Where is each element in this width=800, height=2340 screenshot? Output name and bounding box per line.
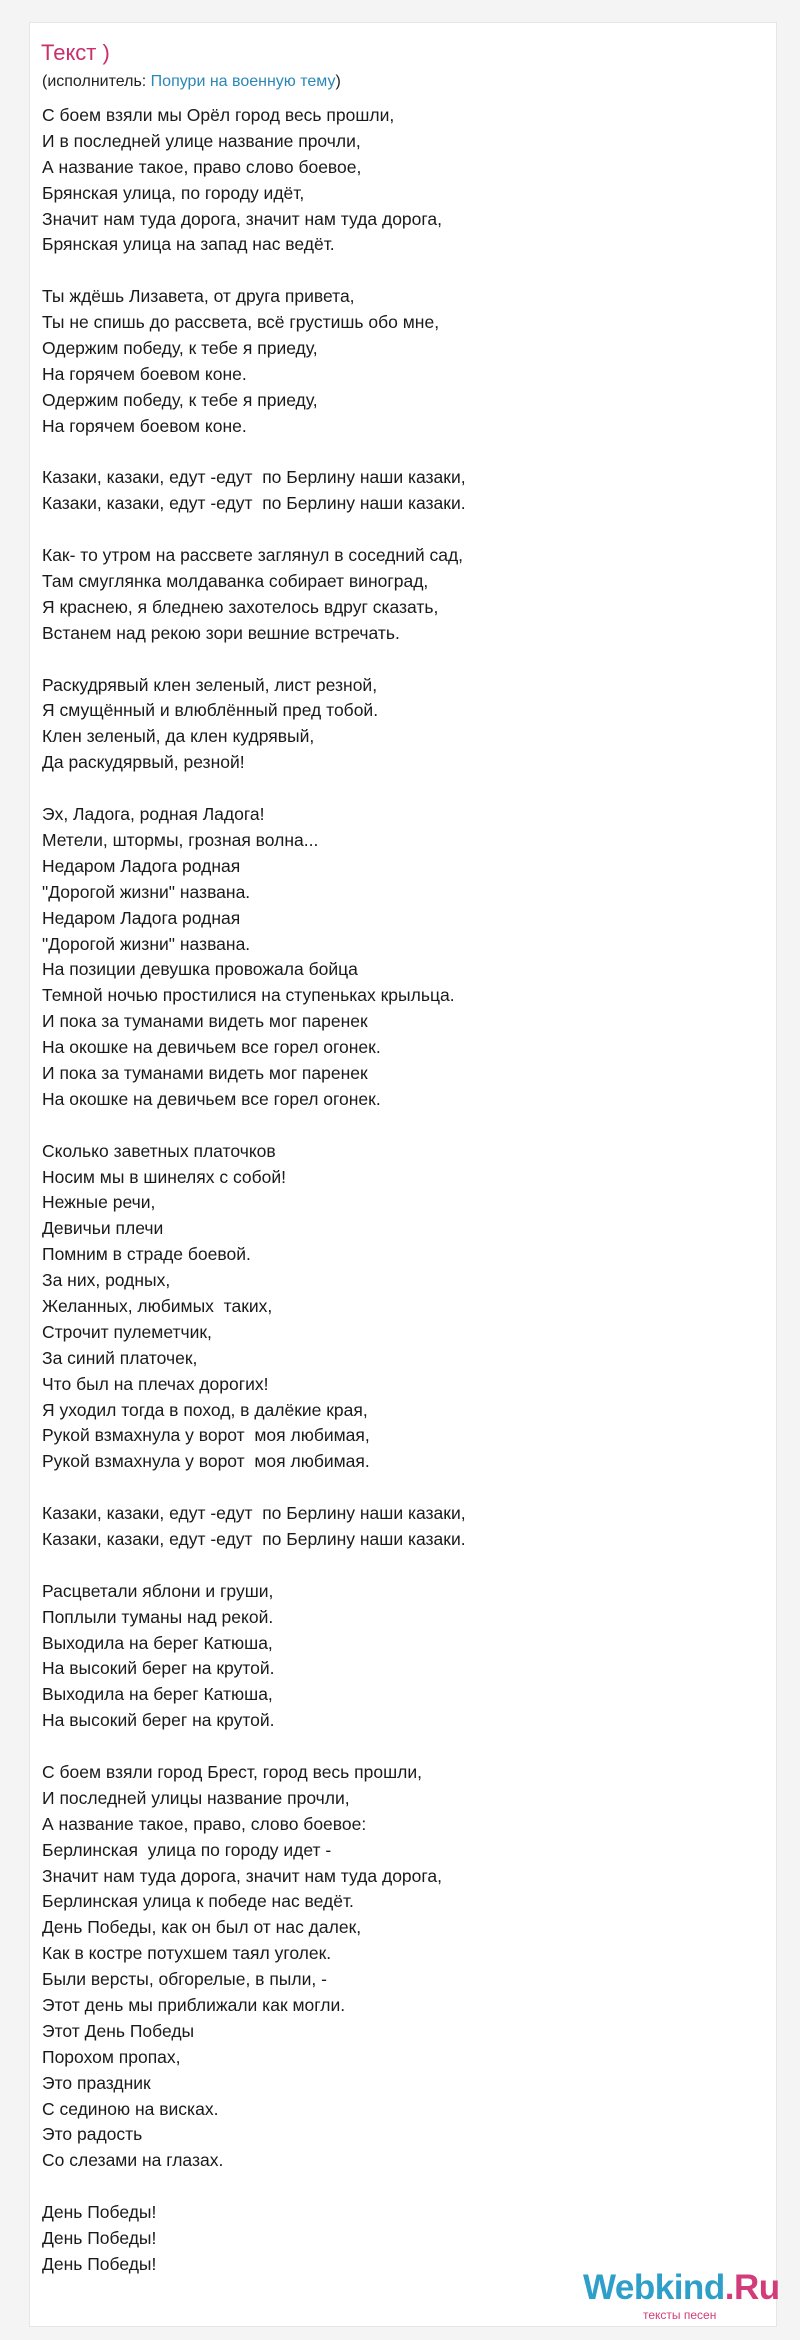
lyrics-line: Расцветали яблони и груши, — [42, 1580, 274, 1601]
lyrics-blank-line — [42, 776, 742, 802]
logo-tagline: тексты песен — [643, 2308, 717, 2322]
lyrics-line: Брянская улица, по городу идёт, — [42, 182, 305, 203]
lyrics-line: Одержим победу, к тебе я приеду, — [42, 338, 318, 359]
lyrics-line: За синий платочек, — [42, 1347, 198, 1368]
lyrics-blank-line — [42, 2174, 742, 2200]
lyrics-line: Берлинская улица к победе нас ведёт. — [42, 1891, 354, 1912]
logo-tld: Ru — [733, 2268, 780, 2307]
lyrics-line: Рукой взмахнула у ворот моя любимая, — [42, 1425, 370, 1446]
lyrics-line: Нежные речи, — [42, 1192, 156, 1213]
lyrics-line: Значит нам туда дорога, значит нам туда дорога, — [42, 208, 442, 229]
lyrics-line: Строчит пулеметчик, — [42, 1321, 212, 1342]
lyrics-line: Порохом пропах, — [42, 2046, 181, 2067]
lyrics-line: И в последней улице название прочли, — [42, 130, 361, 151]
lyrics-blank-line — [42, 517, 742, 543]
artist-line — [42, 72, 341, 92]
lyrics-blank-line — [42, 258, 742, 284]
lyrics-line: Этот День Победы — [42, 2020, 195, 2041]
lyrics-line: С боем взяли город Брест, город весь прошли, — [42, 1762, 422, 1782]
lyrics-line: На окошке на девичьем все горел огонек. — [42, 1088, 381, 1109]
lyrics-line: Казаки, казаки, едут -едут по Берлину наши казаки, — [42, 467, 466, 488]
lyrics-blank-line — [42, 647, 742, 673]
lyrics-line: Поплыли туманы над рекой. — [42, 1606, 274, 1627]
lyrics-line: Рукой взмахнула у ворот моя любимая. — [42, 1451, 370, 1472]
lyrics-line: День Победы! — [42, 2253, 157, 2274]
lyrics-line: Там смуглянка молдаванка собирает виноград, — [42, 571, 429, 592]
lyrics-line: И последней улицы название прочли, — [42, 1787, 350, 1808]
lyrics-line: Желанных, любимых таких, — [42, 1295, 273, 1316]
lyrics-line: А название такое, право, слово боевое: — [42, 1813, 367, 1834]
lyrics-line: Одержим победу, к тебе я приеду, — [42, 389, 318, 410]
lyrics-line: На окошке на девичьем все горел огонек. — [42, 1037, 381, 1058]
lyrics-line: Выходила на берег Катюша, — [42, 1684, 273, 1705]
lyrics-line: День Победы! — [42, 2202, 157, 2223]
lyrics-line: Выходила на берег Катюша, — [42, 1632, 273, 1653]
lyrics-line: Это радость — [42, 2124, 143, 2145]
artist-suffix: ) — [335, 73, 341, 90]
site-logo[interactable] — [583, 2268, 780, 2324]
lyrics-line: Ты ждёшь Лизавета, от друга привета, — [42, 286, 355, 307]
lyrics-line: Значит нам туда дорога, значит нам туда дорога, — [42, 1865, 442, 1886]
lyrics-blank-line — [42, 440, 742, 466]
lyrics-line: Казаки, казаки, едут -едут по Берлину наши казаки. — [42, 493, 466, 514]
lyrics-line: Я краснею, я бледнею захотелось вдруг сказать, — [42, 596, 439, 617]
lyrics-line: Сколько заветных платочков — [42, 1140, 276, 1161]
lyrics-blank-line — [42, 1734, 742, 1760]
logo-wordmark — [583, 2268, 780, 2308]
lyrics-line: Ты не спишь до рассвета, всё грустишь обо мне, — [42, 312, 440, 333]
lyrics-line: За них, родных, — [42, 1270, 171, 1291]
lyrics-line: День Победы, как он был от нас далек, — [42, 1917, 362, 1938]
lyrics-line: Я уходил тогда в поход, в далёкие края, — [42, 1399, 368, 1420]
lyrics-line: И пока за туманами видеть мог паренек — [42, 1011, 368, 1032]
lyrics-line: С боем взяли мы Орёл город весь прошли, — [42, 105, 395, 125]
lyrics-line: Метели, штормы, грозная волна... — [42, 829, 319, 850]
artist-prefix: (исполнитель: — [42, 73, 151, 90]
lyrics-line: Девичьи плечи — [42, 1218, 164, 1239]
lyrics-line: Носим мы в шинелях с собой! — [42, 1166, 287, 1187]
lyrics-line: На горячем боевом коне. — [42, 415, 247, 436]
lyrics-line: А название такое, право слово боевое, — [42, 156, 362, 177]
lyrics-blank-line — [42, 1553, 742, 1579]
lyrics-line: Это праздник — [42, 2072, 151, 2093]
logo-dot: . — [724, 2268, 734, 2307]
page-title: Текст ) — [41, 40, 110, 65]
lyrics-line: На высокий берег на крутой. — [42, 1658, 275, 1679]
lyrics-line: Со слезами на глазах. — [42, 2150, 224, 2171]
lyrics-line: Да раскудярвый, резной! — [42, 752, 245, 773]
lyrics-line: Раскудрявый клен зеленый, лист резной, — [42, 674, 378, 695]
lyrics-line: Недаром Ладога родная — [42, 855, 241, 876]
lyrics-line: Недаром Ладога родная — [42, 907, 241, 928]
lyrics-line: На горячем боевом коне. — [42, 363, 247, 384]
lyrics-line: Были версты, обгорелые, в пыли, - — [42, 1969, 327, 1990]
lyrics-line: На высокий берег на крутой. — [42, 1710, 275, 1731]
logo-main: Webkind — [583, 2268, 725, 2307]
lyrics-line: Помним в страде боевой. — [42, 1244, 251, 1265]
lyrics-block — [42, 103, 742, 2278]
lyrics-line: Казаки, казаки, едут -едут по Берлину наши казаки. — [42, 1528, 466, 1549]
lyrics-line: День Победы! — [42, 2228, 157, 2249]
lyrics-line: На позиции девушка провожала бойца — [42, 959, 358, 980]
lyrics-line: Клен зеленый, да клен кудрявый, — [42, 726, 315, 747]
lyrics-blank-line — [42, 1475, 742, 1501]
lyrics-line: Я смущённый и влюблённый пред тобой. — [42, 700, 379, 721]
lyrics-line: "Дорогой жизни" названа. — [42, 933, 251, 954]
lyrics-line: Встанем над рекою зори вешние встречать. — [42, 622, 400, 643]
lyrics-line: И пока за туманами видеть мог паренек — [42, 1062, 368, 1083]
lyrics-line: С сединою на висках. — [42, 2098, 219, 2119]
lyrics-line: Что был на плечах дорогих! — [42, 1373, 269, 1394]
lyrics-blank-line — [42, 1113, 742, 1139]
lyrics-line: "Дорогой жизни" названа. — [42, 881, 251, 902]
lyrics-line: Темной ночью простилися на ступеньках крыльца. — [42, 985, 455, 1006]
lyrics-line: Эх, Ладога, родная Ладога! — [42, 804, 265, 825]
lyrics-line: Как в костре потухшем таял уголек. — [42, 1943, 332, 1964]
lyrics-line: Брянская улица на запад нас ведёт. — [42, 234, 335, 255]
artist-link[interactable]: Попури на военную тему — [150, 73, 336, 90]
lyrics-line: Казаки, казаки, едут -едут по Берлину наши казаки, — [42, 1503, 466, 1524]
lyrics-line: Берлинская улица по городу идет - — [42, 1839, 332, 1860]
lyrics-line: Как- то утром на рассвете заглянул в соседний сад, — [42, 545, 464, 566]
lyrics-line: Этот день мы приближали как могли. — [42, 1995, 346, 2016]
